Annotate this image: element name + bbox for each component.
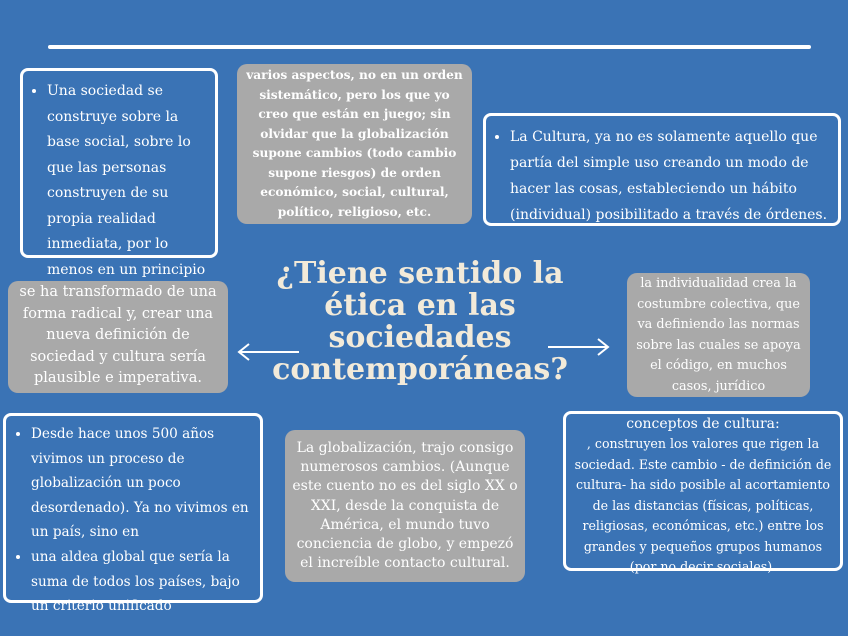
node-individualidad xyxy=(627,273,810,397)
node-globalizacion-cambios xyxy=(285,430,525,582)
node-cultura xyxy=(483,113,841,226)
node-globalizacion-cambios-text: La globalización, trajo consigo numerosos cambios. (Aunque este cuento no es del siglo XX o XXI, desde la conquista de América, el mundo tuvo conciencia de globo, y empezó el increíble contacto cultural. xyxy=(292,440,518,572)
node-transformacion-radical xyxy=(8,281,228,393)
right-arrow-icon xyxy=(546,337,612,357)
node-transformacion-radical-text: se ha transformado de una forma radical y, crear una nueva definición de sociedad y cultura sería plausible e imperativa. xyxy=(19,284,217,386)
node-conceptos-cultura-body: , construyen los valores que rigen la sociedad. Este cambio - de definición de cultura- ha sido posible al acortamiento de las distancias (físicas, políticas, religiosas, económicas, etc.) entre los grandes y pequeños grupos humanos (por no decir sociales). xyxy=(574,436,832,574)
central-question-title: ¿Tiene sentido la ética en las sociedades contemporáneas? xyxy=(272,256,568,387)
top-divider-line xyxy=(48,45,811,49)
node-sociedad-base xyxy=(20,68,218,278)
node-aspectos-globalizacion xyxy=(237,64,472,224)
node-individualidad-text: la individualidad crea la costumbre colectiva, que va definiendo las normas sobre las cuales se apoya el código, en muchos casos, jurídico xyxy=(636,276,801,394)
node-globalizacion-500-anos-list xyxy=(9,422,254,619)
list-item: • una aldea global que sería la suma de todos los países, bajo un criterio unificado xyxy=(31,545,254,619)
list-item: • La Cultura, ya no es solamente aquello que partía del simple uso creando un modo de hacer las cosas, estableciendo un hábito (individual) posibilitado a través de órdenes. xyxy=(510,124,832,228)
node-sociedad-base-list xyxy=(25,79,209,283)
left-arrow-icon xyxy=(235,342,301,362)
list-item: • Una sociedad se construye sobre la base social, sobre lo que las personas construyen de su propia realidad inmediata, por lo menos en un principio xyxy=(47,79,209,283)
node-cultura-list xyxy=(488,124,832,228)
node-globalizacion-500-anos xyxy=(3,413,263,615)
node-aspectos-globalizacion-text: varios aspectos, no en un orden sistemático, pero los que yo creo que están en juego; sin olvidar que la globalización supone cambios (todo cambio supone riesgos) de orden económico, social, cultural, político, religioso, etc. xyxy=(246,68,463,219)
node-conceptos-cultura-heading: conceptos de cultura: xyxy=(626,416,780,432)
list-item: • Desde hace unos 500 años vivimos un proceso de globalización un poco desordenado). Ya no vivimos en un país, sino en xyxy=(31,422,254,545)
node-conceptos-cultura xyxy=(563,411,843,574)
